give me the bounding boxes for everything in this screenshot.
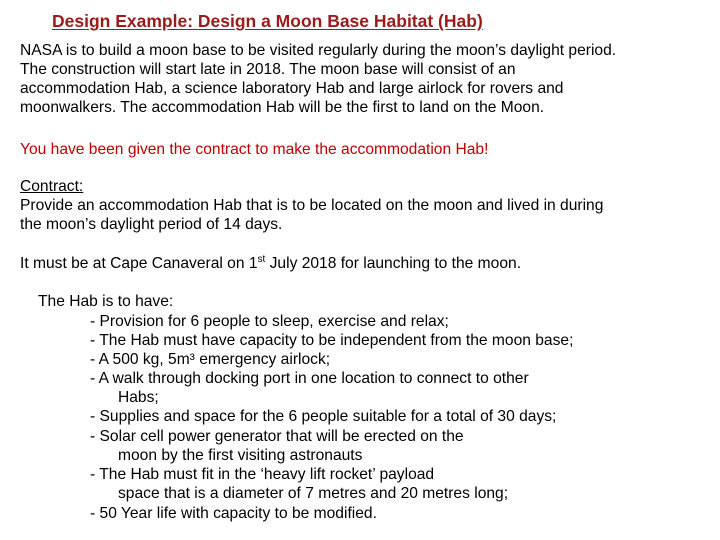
intro-line-2: The construction will start late in 2018. The moon base will consist of an	[20, 61, 516, 78]
intro-line-3: accommodation Hab, a science laboratory Hab and large airlock for rovers and	[20, 80, 564, 97]
contract-text-line-2: the moon’s daylight period of 14 days.	[20, 216, 283, 233]
requirement-item: - The Hab must fit in the ‘heavy lift rocket’ payload	[90, 466, 435, 483]
requirements-heading: The Hab is to have:	[38, 293, 174, 310]
requirement-item: - 50 Year life with capacity to be modified.	[90, 505, 377, 522]
deadline-after: July 2018 for launching to the moon.	[265, 255, 522, 272]
contract-heading: Contract:	[20, 178, 84, 195]
requirement-item: - A walk through docking port in one location to connect to other	[90, 370, 529, 387]
deadline-superscript: st	[257, 254, 266, 265]
requirement-item-continued: moon by the first visiting astronauts	[118, 447, 363, 464]
requirement-item: - Solar cell power generator that will be erected on the	[90, 428, 464, 445]
requirement-item-continued: Habs;	[118, 389, 159, 406]
contract-notice: You have been given the contract to make the accommodation Hab!	[20, 141, 489, 158]
requirement-item: - Provision for 6 people to sleep, exercise and relax;	[90, 313, 449, 330]
intro-line-4: moonwalkers. The accommodation Hab will be the first to land on the Moon.	[20, 99, 545, 116]
page-title: Design Example: Design a Moon Base Habitat (Hab)	[52, 11, 483, 31]
deadline-before: It must be at Cape Canaveral on 1	[20, 255, 258, 272]
contract-text-line-1: Provide an accommodation Hab that is to be located on the moon and lived in during	[20, 197, 604, 214]
requirement-item: - Supplies and space for the 6 people suitable for a total of 30 days;	[90, 408, 557, 425]
requirement-item-continued: space that is a diameter of 7 metres and 20 metres long;	[118, 485, 509, 502]
requirement-item: - The Hab must have capacity to be independent from the moon base;	[90, 332, 574, 349]
intro-line-1: NASA is to build a moon base to be visited regularly during the moon’s daylight period.	[20, 42, 617, 59]
requirement-item: - A 500 kg, 5m³ emergency airlock;	[90, 351, 331, 368]
deadline-statement	[20, 254, 521, 273]
